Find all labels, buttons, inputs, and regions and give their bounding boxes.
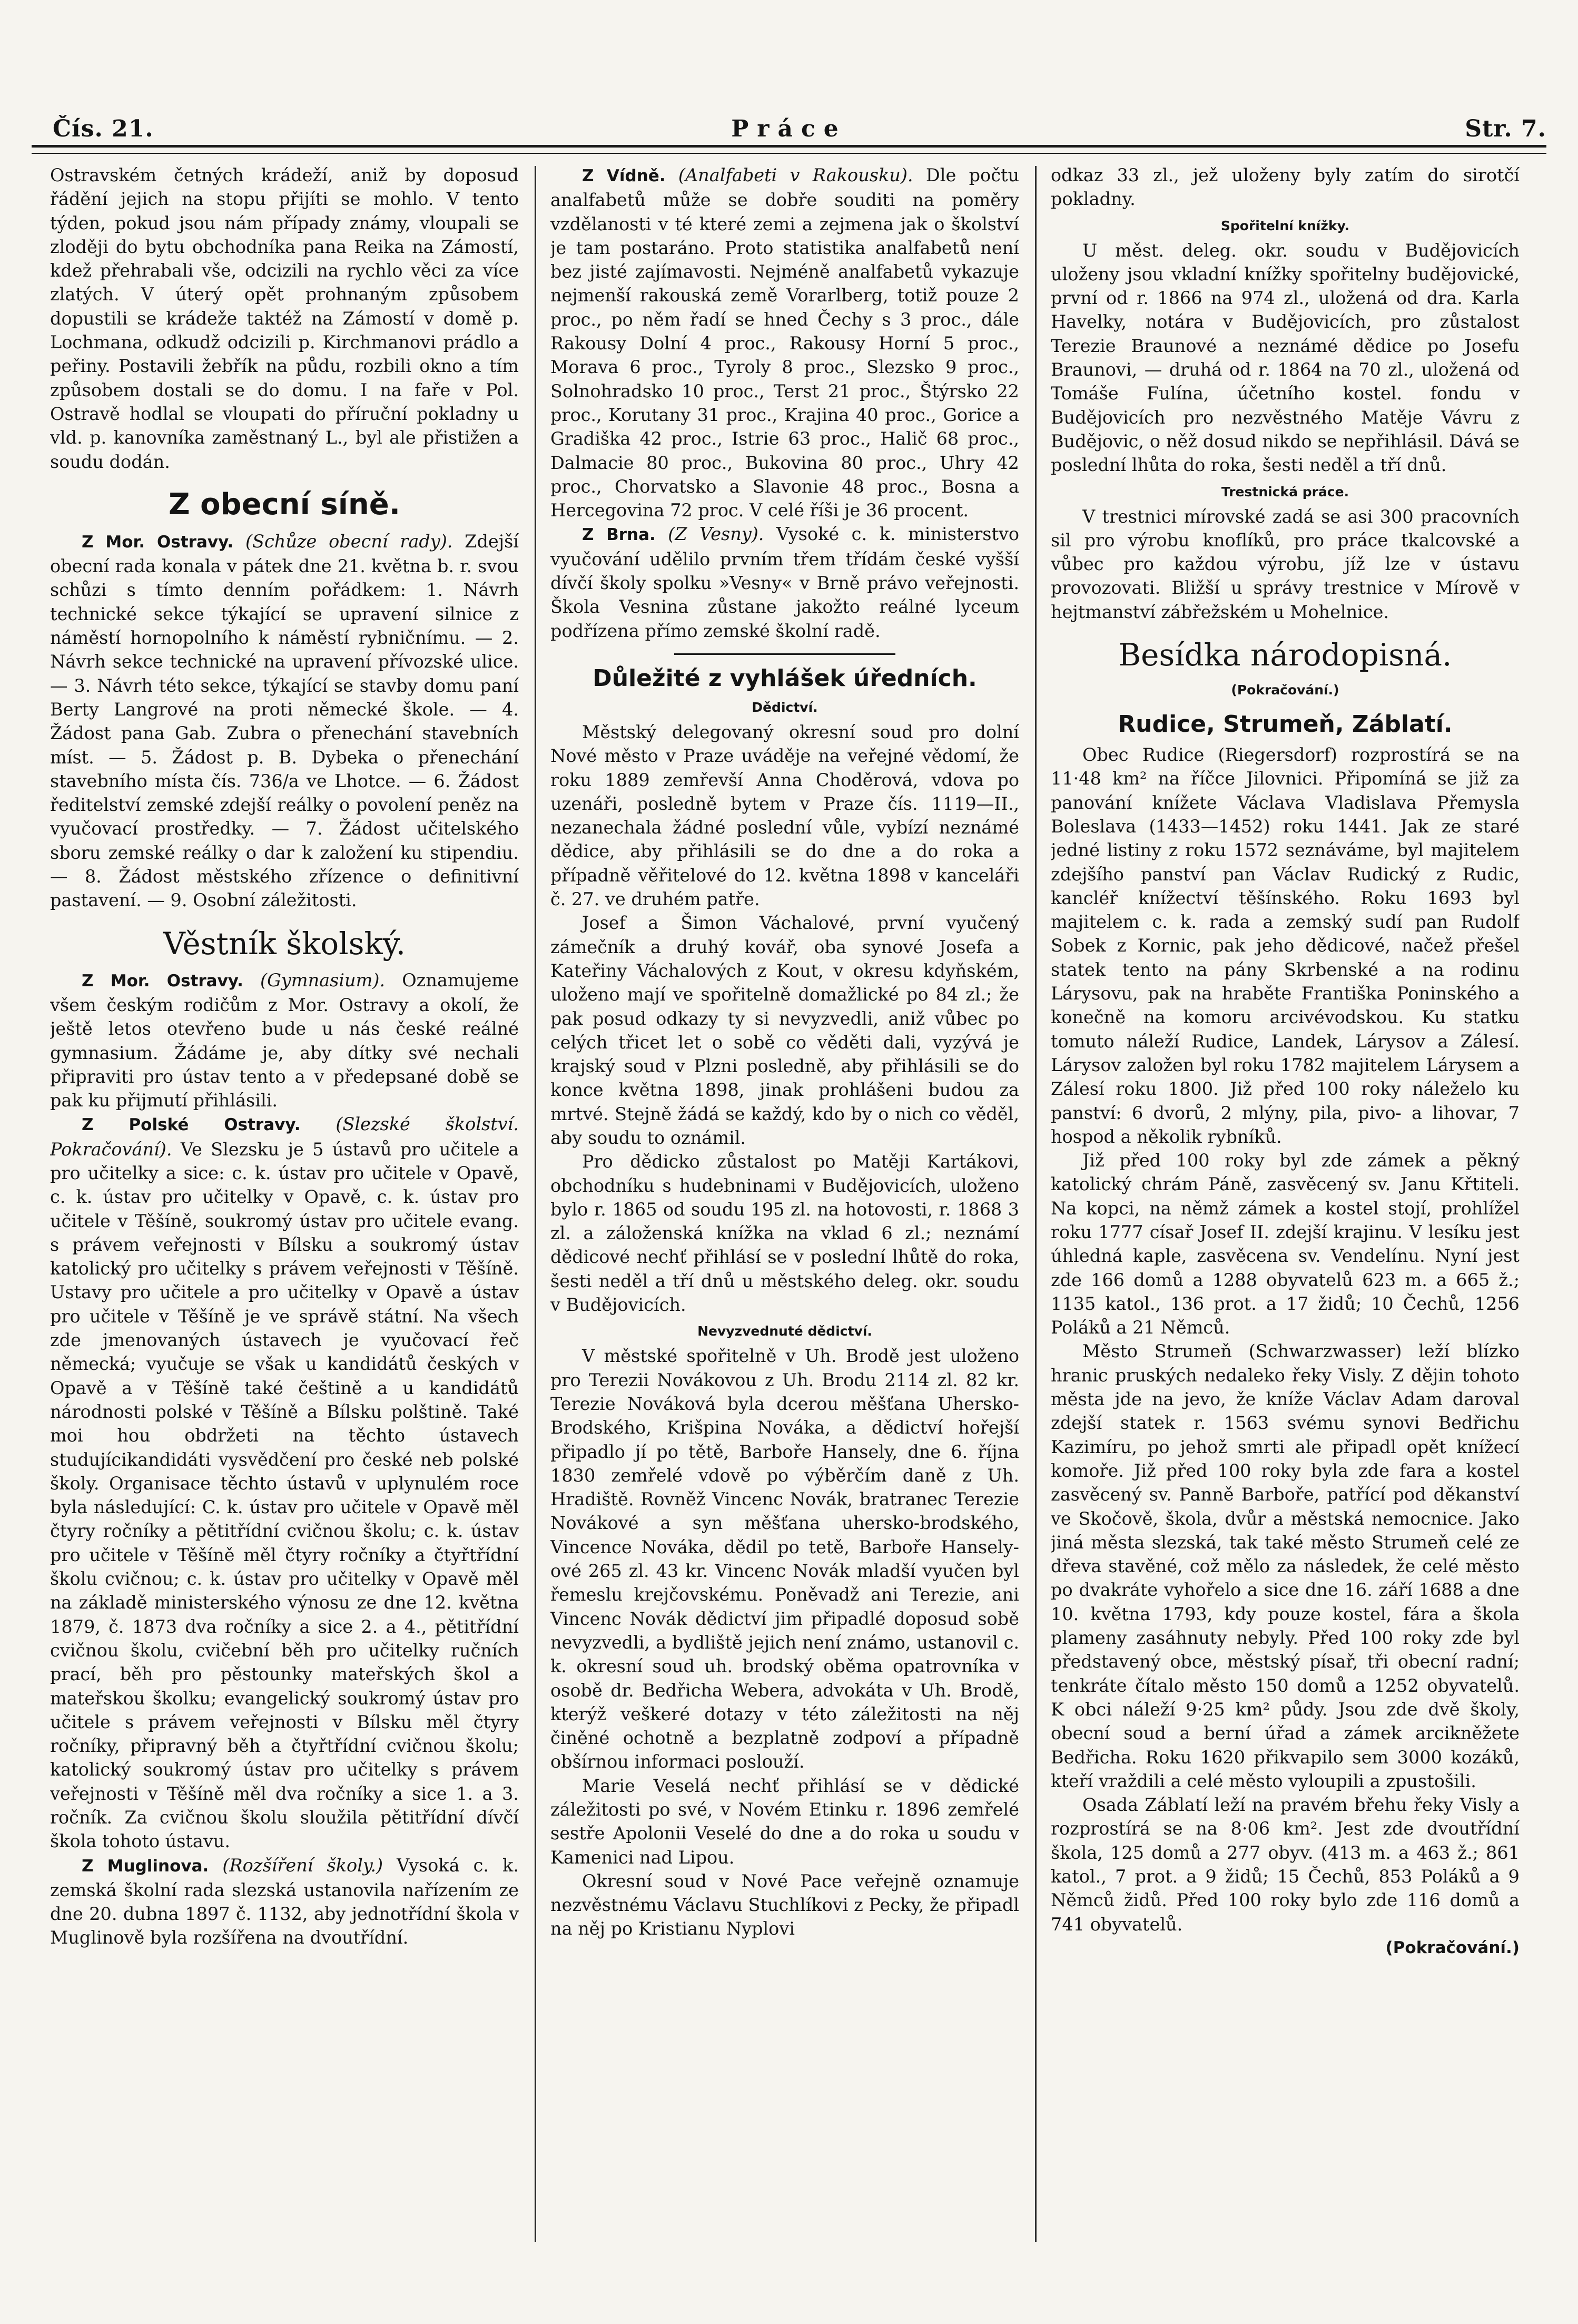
section-heading-besidka: Besídka národopisná.: [1118, 637, 1452, 673]
article-obecni-rada: [50, 529, 519, 913]
article-text: Ve Slezsku je 5 ústavů pro učitele a pro učitelky a sice: c. k. ústav pro učitele v Opavě, c. k. ústav pro učitelky v Opavě, c. k. ústav pro učitele v Těšíně, soukromý ústav pro učitele evang. s právem veřejnosti v Bílsku a soukromý ústav katolický pro učitelky s právem veřejnosti v Těšíně. Ustavy pro učitele a pro učitelky v Opavě a ústav pro učitele v Těšíně je ve správě státní. Na všech zde jmenovaných ústavech je vyučovací řeč německá; vyučuje se však u kandidátů českých v Opavě a v Těšíně také češtině a u kandidátů národnosti polské v Těšíně a Bílsku polštině. Také moi hou obdržeti na těchto ústavech studujícikandidáti vysvědčení pro české neb polské školy. Organisace těchto ústavů v uplynulém roce byla následující: C. k. ústav pro učitele v Opavě měl čtyry ročníky a pětitřídní cvičnou školu; c. k. ústav pro učitele v Těšíně měl čtyry ročníky a čtyřtřídní školu cvičnou; c. k. ústav pro učitelky v Opavě měl na základě ministerského výnosu ze dne 12. května 1879, č. 1873 dva ročníky a sice 2. a 4., pětitřídní cvičnou školu, cvičební běh pro učitelky ručních prací, běh pro pěstounky mateřských škol a mateřskou školku; evangelický soukromý ústav pro učitele s právem veřejnosti v Bílsku měl čtyry ročníky, připravný běh a čtyřtřídní cvičnou školu; katolický soukromý ústav pro učitelky s právem veřejnosti v Těšíně měl dva ročníky a sice 1. a 3. ročník. Za cvičnou školu sloužila pětitřídní dívčí škola tohoto ústavu.: [50, 1139, 519, 1852]
notice-vachal: Josef a Šimon Váchalové, první vyučený zámečník a druhý kovář, oba synové Josefa a Kateřiny Váchalových z Kout, v okresu kdyňském, uloženo mají ve spořitelně domažlické po 84 zl.; že pak posud odkazy ty si nevyzvedli, aniž vůbec po celých třicet let o sobě co věděti dali, vyzývá je krajský soud v Plzni posledně, aby přihlásili se do konce května 1898, jinak prohlášeni budou za mrtvé. Stejně žádá se každý, kdo by o nich co věděl, aby soudu to oznámil.: [550, 913, 1019, 1148]
page-number: Str. 7.: [1465, 115, 1546, 142]
notice-novak: V městské spořitelně v Uh. Brodě jest uloženo pro Terezii Novákovou z Uh. Brodu 2114 zl. 82 kr. Terezie Nováková byla dcerou měšťana Uhersko-Brodského, Krišpina Nováka, a dědictví hořejší připadlo jí po tětě, Barboře Hansely, dne 6. října 1830 zemřelé vdově po výběrčím daně z Uh. Hradiště. Rovněž Vincenc Novák, bratranec Terezie Novákové a syn měšťana uhersko-brodského, Vincence Nováka, dědil po tetě, Barboře Hansely-ové 265 zl. 43 kr. Vincenc Novák mladší vyučen byl řemeslu krejčovskému. Poněvadž ani Terezie, ani Vincenc Novák dědictví jim připadlé doposud sobě nevyzvedli, a bydliště jejich není známo, ustanovil c. k. okresní soud uh. brodský oběma opatrovníka v osobě dr. Bedřicha Webera, advokáta v Uh. Brodě, kterýž veškeré dotazy v této záležitosti na něj činěné ochotně a bezplatně zodpoví a případně obšírnou informaci poslouží.: [550, 1346, 1019, 1772]
notice-vesela: Marie Veselá nechť přihlásí se v dědické záležitosti po své, v Novém Etinku r. 1896 zemřelé sestře Apolonii Veselé do dne a do roka u soudu v Kamenici nad Lipou.: [550, 1775, 1019, 1868]
dateline: Z Brna.: [582, 525, 656, 545]
article-zablati: Osada Záblatí leží na pravém břehu řeky Visly a rozprostírá se na 8·06 km². Jest zde dvoutřídní škola, 125 domů a 277 obyv. (413 m. a 463 ž.; 861 katol., 7 prot. a 9 židů; 15 Čechů, 853 Poláků a 9 Němců židů. Před 100 roky bylo zde 116 domů a 741 obyvatelů.: [1051, 1795, 1520, 1935]
newspaper-title: Práce: [731, 115, 847, 142]
article-rudice: Obec Rudice (Riegersdorf) rozprostírá se na 11·48 km² na říčce Jilovnici. Připomíná se již za panování knížete Václava Vladislava Přemysla Boleslava (1433—1452) roku 1441. Jak ze staré jedné listiny z roku 1572 seznáváme, byl majitelem zdejšího panství pan Václav Rudický z Rudic, kancléř knížectví těšínského. Roku 1693 byl majitelem c. k. rada a zemský sudí pan Rudolf Sobek z Kornic, pak jeho dědicové, načež přešel statek tento na pány Skrbenské a na rodinu Lárysovu, pak na hraběte Františka Poninského a konečně na komoru arcivévodskou. Ku statku tomuto náleží Rudice, Landek, Lárysov a Zálesí. Lárysov založen byl roku 1782 majitelem Lárysem a Zálesí roku 1800. Již před 100 roky náleželo ku panství: 6 dvorů, 2 mlýny, pila, pivo- a lihovar, 7 hospod a několik rybníků.: [1051, 744, 1520, 1147]
subheading-dedictvi: Dědictví.: [752, 699, 818, 715]
article-subtitle: (Analfabeti v Rakousku).: [678, 165, 913, 185]
section-heading-obecni-sine: Z obecní síně.: [168, 487, 401, 522]
article-subtitle: (Gymnasium).: [260, 969, 386, 991]
subheading-nevyzvednute: Nevyzvednuté dědictví.: [697, 1323, 872, 1339]
column-1: [50, 163, 519, 2271]
column-3: [1051, 163, 1520, 2271]
header-rule: [32, 145, 1546, 154]
column-divider-2: [1035, 166, 1037, 2242]
article-strumen: Město Strumeň (Schwarzwasser) leží blízko hranic pruských nedaleko řeky Visly. Z dějin tohoto města jde na jevo, že kníže Václav Adam daroval zdejší statek r. 1563 svému synovi Bedřichu Kazimíru, po jehož smrti ale připadl opět knížecí komoře. Již před 100 roky byla zde fara a kostel zasvěcený sv. Panně Barboře, patřící pod děkanství ve Skočově, škola, dvůr a městská nemocnice. Jako jiná města slezská, tak také město Strumeň celé ze dřeva stavěné, což mělo za následek, že celé město po dvakráte vyhořelo a sice dne 16. září 1688 a dne 10. května 1793, kdy pouze kostel, fára a škola plameny zasáhnuty nebyly. Před 100 roky zde byl představený obce, městský písař, tři obecní radní; tenkráte čítalo město 150 domů a 1252 obyvatelů. K obci náleží 9·25 km² půdy. Jsou zde dvě školy, obecní soud a berní úřad a zámek arcikněžete Bedřicha. Roku 1620 přikvapilo sem 3000 kozáků, kteří vraždili a celé město vyloupili a zpustošili.: [1051, 1341, 1520, 1791]
article-muglinov: [50, 1854, 519, 1950]
article-text: Oznamujeme všem českým rodičům z Mor. Ostravy a okolí, že ještě letos otevřeno bude u nás české reálné gymnasium. Žádáme je, aby dítky své nechali připraviti pro ústav tento a v předepsané době se pak ku přijmutí přihlásili.: [50, 969, 519, 1111]
continuation-note: (Pokračování.): [1231, 682, 1339, 698]
article-analfabeti: [550, 163, 1019, 522]
subheading-knizky: Spořitelní knížky.: [1220, 218, 1350, 233]
section-heading-vyhlasky: Důležité z vyhlášek úředních.: [593, 664, 977, 692]
article-subtitle: (Schůze obecní rady).: [245, 531, 453, 552]
page-header: [32, 105, 1546, 148]
article-slezske-skolstvi: [50, 1112, 519, 1853]
article-subtitle: (Z Vesny).: [668, 524, 764, 545]
notice-trestnice: V trestnici mírovské zadá se asi 300 pracovních sil pro výrobu knoflíků, pro práce tkalcovské a vůbec pro každou výrobu, jíž lze v ústavu provozovati. Bližší u správy trestnice v Mírově v hejtmanství zábřežském u Mohelnice.: [1051, 506, 1520, 622]
notice-stuchlik: Okresní soud v Nové Pace veřejně oznamuje nezvěstnému Václavu Stuchlíkovi z Pecky, že připadl na něj po Kristianu Nyplovi: [550, 1870, 1019, 1939]
section-heading-vestnik: Věstník školský.: [163, 925, 406, 962]
article-text: Vysoká c. k. zemská školní rada slezská ustanovila nařízením ze dne 20. dubna 1897 č. 1132, aby jednotřídní škola v Muglinově byla rozšířena na dvoutřídní.: [50, 1855, 519, 1948]
article-theft-continued: Ostravském četných krádeží, aniž by doposud řádění jejich na stopu přijíti se mohlo. V tento týden, pokud jsou nám případy známy, vloupali se zloději do bytu obchodníka pana Reika na Zámostí, kdež přehrabali vše, odcizili na rychlo věci za více zlatých. V úterý opět prohnaným způsobem dopustili se krádeže taktéž na Zámostí v domě p. Lochmana, odkudž odcizili p. Kirchmanovi prádlo a peřiny. Postavili žebřík na půdu, rozbili okno a tím způsobem dostali se do domu. I na faře v Pol. Ostravě hodlal se vloupati do příruční pokladny u vld. p. kanovníka zaměstnaný L., byl ale přistižen a soudu dodán.: [50, 165, 519, 472]
article-rudice-zamek: Již před 100 roky byl zde zámek a pěkný katolický chrám Páně, zasvěcený sv. Janu Křtiteli. Na kopci, na němž zámek a kostel stojí, prohlížel roku 1777 císař Josef II. zdejší krajinu. V lesíku jest úhledná kaple, zasvěcena sv. Vendelínu. Nyní jest zde 166 domů a 1288 obyvatelů 623 m. a 665 ž.; 1135 katol., 136 prot. a 17 židů; 10 Čechů, 1256 Poláků a 21 Němců.: [1051, 1150, 1520, 1338]
column-2: [550, 163, 1019, 2271]
article-subtitle: (Slezské školství. Pokračování).: [50, 1114, 519, 1160]
article-subtitle: (Rozšíření školy.): [222, 1855, 383, 1876]
article-heading-rudice: Rudice, Strumeň, Záblatí.: [1118, 711, 1453, 738]
article-vesna: [550, 522, 1019, 642]
article-text: Zdejší obecní rada konala v pátek dne 21. května b. r. svou schůzi s tímto denním pořádkem: 1. Návrh technické sekce týkající se upravení silnice z náměstí hornopolního k náměstí rybničnímu. — 2. Návrh sekce technické na upravení přívozské ulice. — 3. Návrh této sekce, týkající se stavby domu paní Berty Langrové na proti německé škole. — 4. Žádost pana Gab. Zubra o přenechání stavebních míst. — 5. Žádost p. B. Dybeka o přenechání stavebního místa čís. 736/a ve Lhotce. — 6. Žádost ředitelství zemské zdejší reálky o povolení peněz na vyučovací prostředky. — 7. Žádost učitelského sboru zemské reálky o dar k založení ku stipendiu. — 8. Žádost městského zřízence o definitivní pastavení. — 9. Osobní záležitosti.: [50, 531, 519, 911]
section-divider: [674, 653, 895, 655]
article-gymnasium: [50, 968, 519, 1113]
column-divider-1: [535, 166, 536, 2242]
dateline: Z Polské Ostravy.: [82, 1115, 301, 1135]
continuation-note-end: (Pokračování.): [1385, 1938, 1520, 1957]
dateline: Z Vídně.: [582, 166, 666, 185]
notice-stuchlik-continued: odkaz 33 zl., jež uloženy byly zatím do sirotčí pokladny.: [1051, 165, 1520, 210]
dateline: Z Mor. Ostravy.: [82, 532, 234, 552]
article-text: Vysoké c. k. ministerstvo vyučování udělilo prvním třem třídám české vyšší dívčí školy spolku »Vesny« v Brně právo veřejnosti. Škola Vesnina zůstane jakožto reálné lyceum podřízena přímo zemské školní radě.: [550, 524, 1019, 641]
article-text: Dle počtu analfabetů může se dobře souditi na poměry vzdělanosti v té které zemi a zejmena jak o školství je tam postaráno. Proto statistika analfabetů není bez jisté zajímavosti. Nejméně analfabetů vykazuje nejmenší rakouská země Vorarlberg, totiž pouze 2 proc., po něm řadí se hned Čechy s 3 proc., dále Rakousy Dolní 4 proc., Rakousy Horní 5 proc., Morava 6 proc., Tyroly 8 proc., Slezsko 9 proc., Solnohradsko 10 proc., Terst 21 proc., Štýrsko 22 proc., Korutany 31 proc., Krajina 40 proc., Gorice a Gradiška 42 proc., Istrie 63 proc., Halič 68 proc., Dalmacie 80 proc., Bukovina 80 proc., Uhry 42 proc., Chorvatsko a Slavonie 48 proc., Bosna a Hercegovina 72 proc. V celé říši je 36 procent.: [550, 165, 1019, 521]
dateline: Z Mor. Ostravy.: [82, 971, 243, 991]
notice-kartak: Pro dědicko zůstalost po Matěji Kartákovi, obchodníku s hudebninami v Budějovicích, uloženo bylo r. 1865 od soudu 195 zl. na hotovosti, r. 1868 3 zl. a záloženská knížka na vklad 6 zl.; neznámí dědicové nechť přihlásí se v poslední lhůtě do roka, šesti neděl a tří dnů u městského deleg. okr. soudu v Budějovicích.: [550, 1151, 1019, 1316]
dateline: Z Muglinova.: [82, 1856, 209, 1876]
issue-number: Čís. 21.: [53, 115, 154, 142]
notice-chodera: Městský delegovaný okresní soud pro dolní Nové město v Praze uváděje na veřejné vědomí, že roku 1889 zemřevší Anna Choděrová, vdova po uzenáři, posledně bytem v Praze čís. 1119—II., nezanechala žádné poslední vůle, vybízí neznámé dědice, aby přihlásili se do dne a do roka a případně věřitelové do 12. května 1898 v kanceláři č. 27. ve druhém patře.: [550, 721, 1019, 910]
notice-knizky: U měst. deleg. okr. soudu v Budějovicích uloženy jsou vkladní knížky spořitelny budějovické, první od r. 1866 na 974 zl., uložená od dra. Karla Havelky, notára v Budějovicích, pro zůstalost Terezie Braunové a neznámé dědice po Josefu Braunovi, — druhá od r. 1864 na 70 zl., uložená od Tomáše Fulína, účetního kostel. fondu v Budějovicích pro nezvěstného Matěje Vávru z Budějovic, o něž dosud nikdo se nepřihlásil. Dává se poslední lhůta do roka, šesti neděl a tří dnů.: [1051, 240, 1520, 476]
subheading-trestnicka: Trestnická práce.: [1221, 484, 1349, 499]
